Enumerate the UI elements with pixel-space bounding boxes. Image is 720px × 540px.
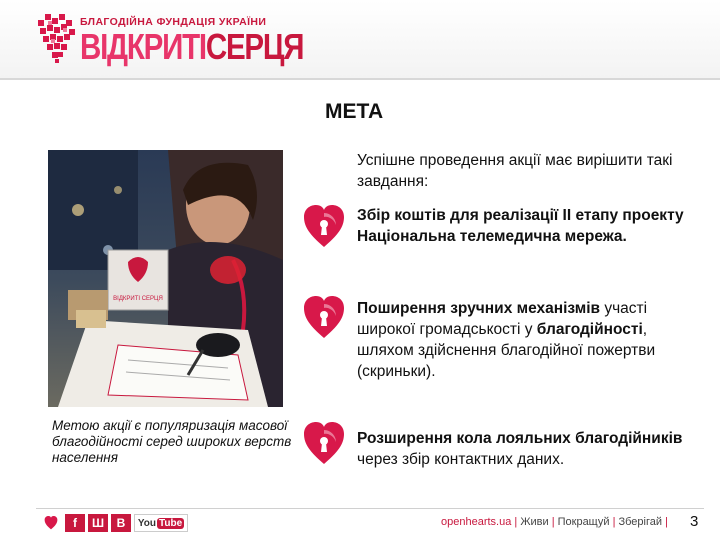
goal-item-1 <box>357 205 702 247</box>
slogan-keep: Зберігай <box>618 516 663 528</box>
goal-item-2 <box>357 298 702 382</box>
social-links <box>40 513 188 533</box>
footer-slogan <box>441 516 668 528</box>
goal-item-1-bold: Збір коштів для реалізації ІІ етапу проекту Національна телемедична мережа. <box>357 207 684 245</box>
keyhole-heart-icon <box>304 205 344 249</box>
slogan-improve: Покращуй <box>557 516 610 528</box>
header-divider <box>0 78 720 80</box>
page-number: 3 <box>690 513 699 530</box>
goal-item-2-text2: , шляхом здійснення благодійної пожертви (скриньки). <box>357 321 656 380</box>
slogan-live: Живи <box>520 516 549 528</box>
facebook-link[interactable]: f <box>65 514 85 532</box>
brand-logo <box>80 27 303 67</box>
site-url-link[interactable]: openhearts.ua <box>441 516 512 528</box>
vkontakte-link[interactable]: В <box>111 514 131 532</box>
goal-item-2-bold2: благодійності <box>536 321 643 338</box>
youtube-tube: Tube <box>159 517 183 529</box>
foundation-name: БЛАГОДІЙНА ФУНДАЦІЯ УКРАЇНИ <box>80 16 267 28</box>
photo-caption: Метою акції є популяризація масової благодійності серед широких верств населення <box>52 418 292 465</box>
heart-small-icon[interactable] <box>40 514 62 532</box>
campaign-photo <box>48 150 283 407</box>
donation-box-label: ВІДКРИТІ СЕРЦЯ <box>113 296 163 302</box>
goal-item-2-text1: участі широкої громадськості у <box>357 300 648 338</box>
goal-item-2-bold: Поширення зручних механізмів <box>357 300 601 317</box>
goal-item-3-bold: Розширення кола лояльних благодійників <box>357 430 683 447</box>
keyhole-heart-icon <box>304 296 344 340</box>
footer-divider <box>36 508 704 509</box>
keyhole-heart-icon <box>304 422 344 466</box>
page-title: МЕТА <box>325 100 384 123</box>
goal-item-3 <box>357 428 702 470</box>
youtube-you: You <box>137 517 156 529</box>
intro-text: Успішне проведення акції має вирішити такі завдання: <box>357 152 673 190</box>
social-link-sh[interactable]: Ш <box>88 514 108 532</box>
brand-part2: СЕРЦЯ <box>205 26 304 67</box>
separator: | <box>514 516 518 528</box>
separator: | <box>665 516 668 528</box>
heart-logo-icon <box>36 12 80 64</box>
youtube-link[interactable] <box>134 514 188 532</box>
separator: | <box>551 516 555 528</box>
goal-item-3-text1: через збір контактних даних. <box>357 451 565 468</box>
brand-part1: ВІДКРИТІ <box>80 26 206 67</box>
separator: | <box>612 516 616 528</box>
